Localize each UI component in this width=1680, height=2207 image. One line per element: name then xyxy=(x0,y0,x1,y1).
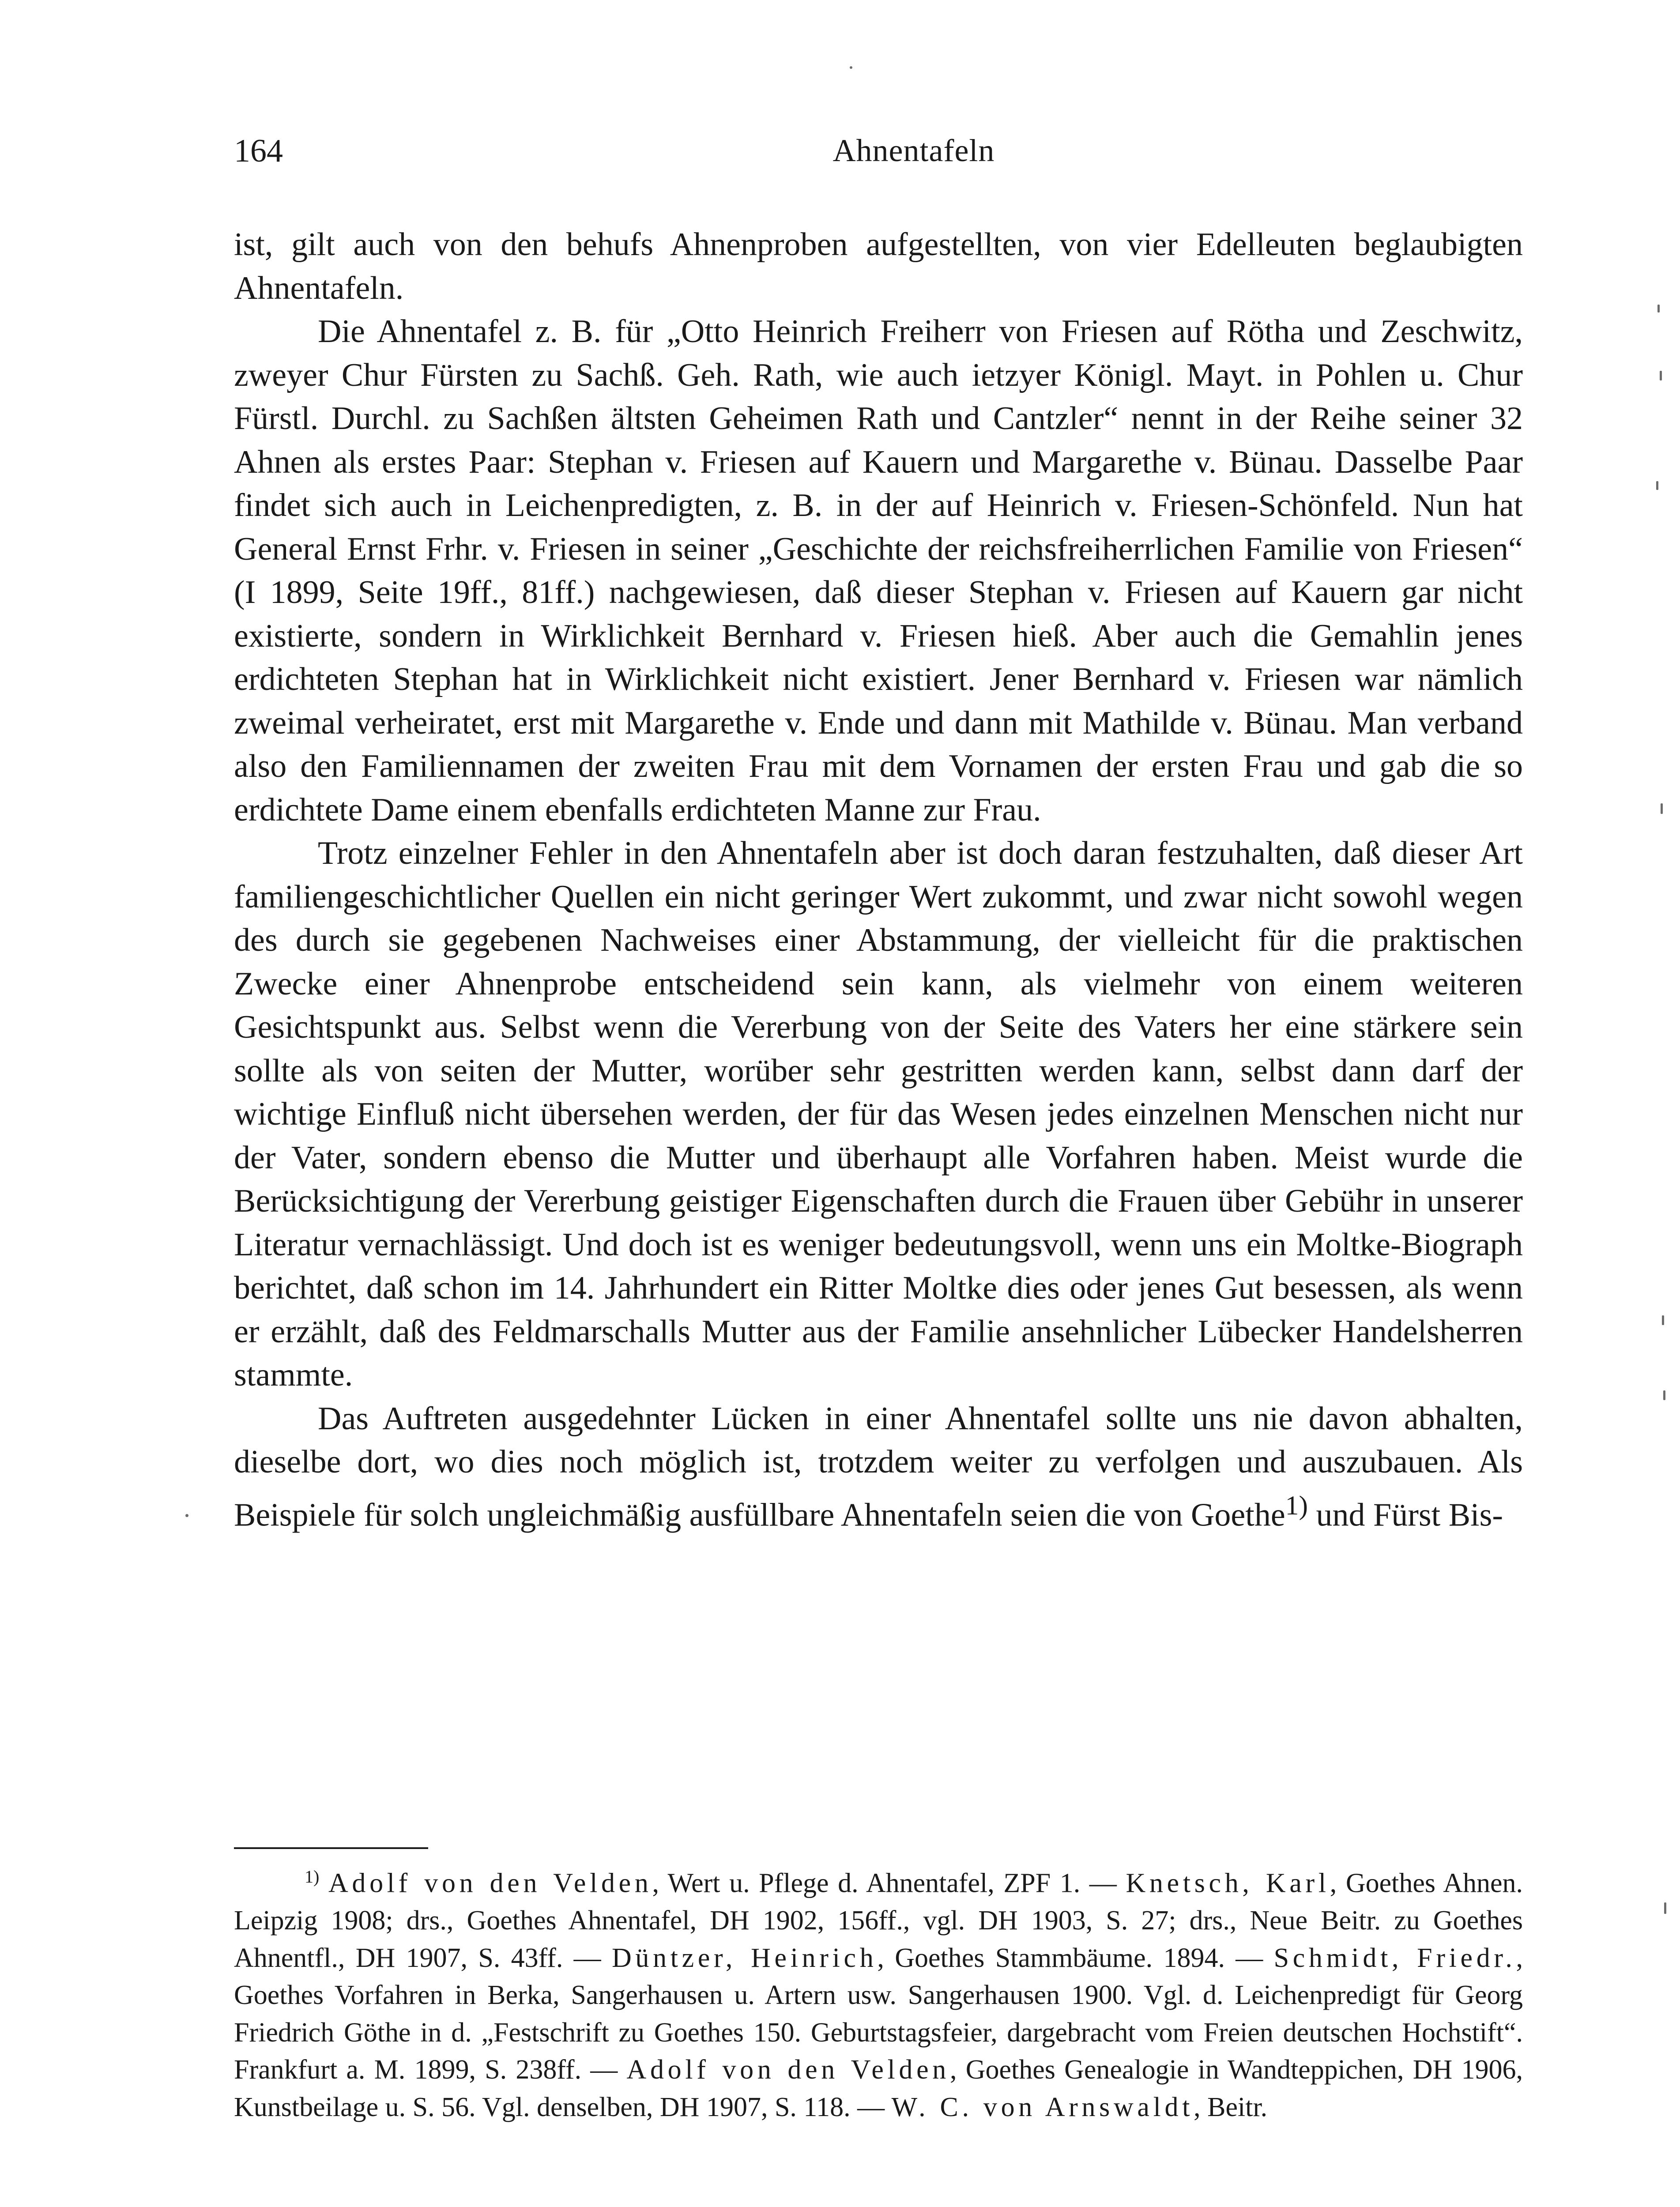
footnotes xyxy=(234,1858,1523,2126)
footnote-author: Knetsch, Karl xyxy=(1126,1868,1330,1898)
footnote-author: Schmidt, Friedr. xyxy=(1273,1943,1516,1973)
paragraph-gaps-in-ahnentafel xyxy=(234,1397,1523,1537)
page-header xyxy=(234,132,1593,185)
scan-speck xyxy=(1660,371,1662,380)
paragraph-gaps-text: Das Auftreten ausgedehnter Lücken in einer Ahnentafel sollte uns nie davon abhalten, dieselbe dort, wo dies noch möglich ist, trotzdem weiter zu verfolgen und auszubauen. Als Beispiele für solch ungleichmäßig ausfüllbare Ahnentafeln seien die von Goethe xyxy=(234,1400,1523,1533)
scan-speck xyxy=(1656,481,1658,490)
running-title: Ahnentafeln xyxy=(832,133,995,168)
paragraph-continuation: ist, gilt auch von den behufs Ahnenproben aufgestellten, von vier Edelleuten beglaubigten Ahnentafeln. xyxy=(234,226,1523,306)
page-number: 164 xyxy=(234,133,283,169)
footnote-author: W. C. von Arnswaldt xyxy=(891,2092,1194,2122)
scan-speck xyxy=(1662,1315,1664,1325)
footnote-author: Düntzer, Heinrich xyxy=(611,1943,878,1973)
scan-speck xyxy=(1664,1902,1666,1914)
footnote-text: , Goethes Stammbäume. 1894. — xyxy=(877,1943,1274,1973)
footnote-reference: 1) xyxy=(1285,1490,1308,1521)
footnote-text: , Wert u. Pflege d. Ahnentafel, ZPF 1. — xyxy=(652,1868,1126,1898)
footnote-separator xyxy=(234,1847,428,1849)
paragraph-friesen-example: Die Ahnentafel z. B. für „Otto Heinrich Freiherr von Friesen auf Rötha und Zeschwitz, zweyer Chur Fürsten zu Sachß. Geh. Rath, wie auch ietzyer Königl. Mayt. in Pohlen u. Chur Fürstl. Durchl. zu Sachßen ältsten Geheimen Rath und Cantzler“ nennt in der Reihe seiner 32 Ahnen als erstes Paar: Stephan v. Friesen auf Kauern und Margarethe v. Bünau. Dasselbe Paar findet sich auch in Leichenpredigten, z. B. in der auf Heinrich v. Friesen-Schönfeld. Nun hat General Ernst Frhr. v. Friesen in seiner „Geschichte der reichsfreiherrlichen Familie von Friesen“ (I 1899, Seite 19ff., 81ff.) nachgewiesen, daß dieser Stephan v. Friesen auf Kauern gar nicht existierte, sondern in Wirklichkeit Bernhard v. Friesen hieß. Aber auch die Gemahlin jenes erdichteten Stephan hat in Wirklichkeit nicht existiert. Jener Bernhard v. Friesen war nämlich zweimal verheiratet, erst mit Margarethe v. Ende und dann mit Mathilde v. Bünau. Man verband also den Familiennamen der zweiten Frau mit dem Vornamen der ersten Frau und gab die so erdichtete Dame einem ebenfalls erdichteten Manne zur Frau. xyxy=(234,313,1523,828)
paragraph-gaps-tail: und Fürst Bis- xyxy=(1308,1497,1503,1533)
footnote-marker: 1) xyxy=(305,1867,320,1887)
footnote-text: , Goethes Ahnen. Leipzig 1908; drs., Goethes Ahnentafel, DH 1902, 156ff., vgl. DH 1903, S. 27; drs., Neue Beitr. zu Goethes Ahnentfl., DH 1907, S. 43ff. — xyxy=(234,1868,1523,1973)
paragraph-value-of-ahnentafeln: Trotz einzelner Fehler in den Ahnentafeln aber ist doch daran festzuhalten, daß dieser Art familiengeschichtlicher Quellen ein nicht geringer Wert zukommt, und zwar nicht sowohl wegen des durch sie gegebenen Nachweises einer Abstammung, der vielleicht für die praktischen Zwecke einer Ahnenprobe entscheidend sein kann, als vielmehr von einem weiteren Gesichtspunkt aus. Selbst wenn die Vererbung von der Seite des Vaters her eine stärkere sein sollte als von seiten der Mutter, worüber sehr gestritten werden kann, selbst dann darf der wichtige Einfluß nicht übersehen werden, der für das Wesen jedes einzelnen Menschen nicht nur der Vater, sondern ebenso die Mutter und überhaupt alle Vorfahren haben. Meist wurde die Berücksichtigung der Vererbung geistiger Eigenschaften durch die Frauen über Gebühr in unserer Literatur vernachlässigt. Und doch ist es weniger bedeutungsvoll, wenn uns ein Moltke-Biograph berichtet, daß schon im 14. Jahrhundert ein Ritter Moltke dies oder jenes Gut besessen, als wenn er erzählt, daß des Feldmarschalls Mutter aus der Familie ansehnlicher Lübecker Handelsherren stammte. xyxy=(234,835,1523,1393)
footnote-text: , Goethes Genealogie in Wandteppichen, DH 1906, Kunstbeilage u. S. 56. Vgl. denselben, DH 1907, S. 118. — xyxy=(234,2055,1523,2122)
body-text xyxy=(234,223,1523,1537)
scan-speck xyxy=(1663,1390,1665,1400)
scan-speck xyxy=(1661,803,1663,814)
scan-speck xyxy=(850,66,852,69)
scan-speck xyxy=(185,1514,188,1517)
footnote-text: , Goethes Vorfahren in Berka, Sangerhausen u. Artern usw. Sangerhausen 1900. Vgl. d. Leichenpredigt für Georg Friedrich Göthe in d. „Festschrift zu Goethes 150. Geburtstagsfeier, dargebracht vom Freien deutschen Hochstift“. Frankfurt a. M. 1899, S. 238ff. — xyxy=(234,1943,1523,2085)
footnote-text: , Beitr. xyxy=(1194,2092,1268,2122)
footnote-author: Adolf von den Velden xyxy=(626,2055,950,2085)
footnote-1 xyxy=(234,1858,1523,2126)
scan-speck xyxy=(1657,305,1660,313)
footnote-author: Adolf von den Velden xyxy=(328,1868,652,1898)
